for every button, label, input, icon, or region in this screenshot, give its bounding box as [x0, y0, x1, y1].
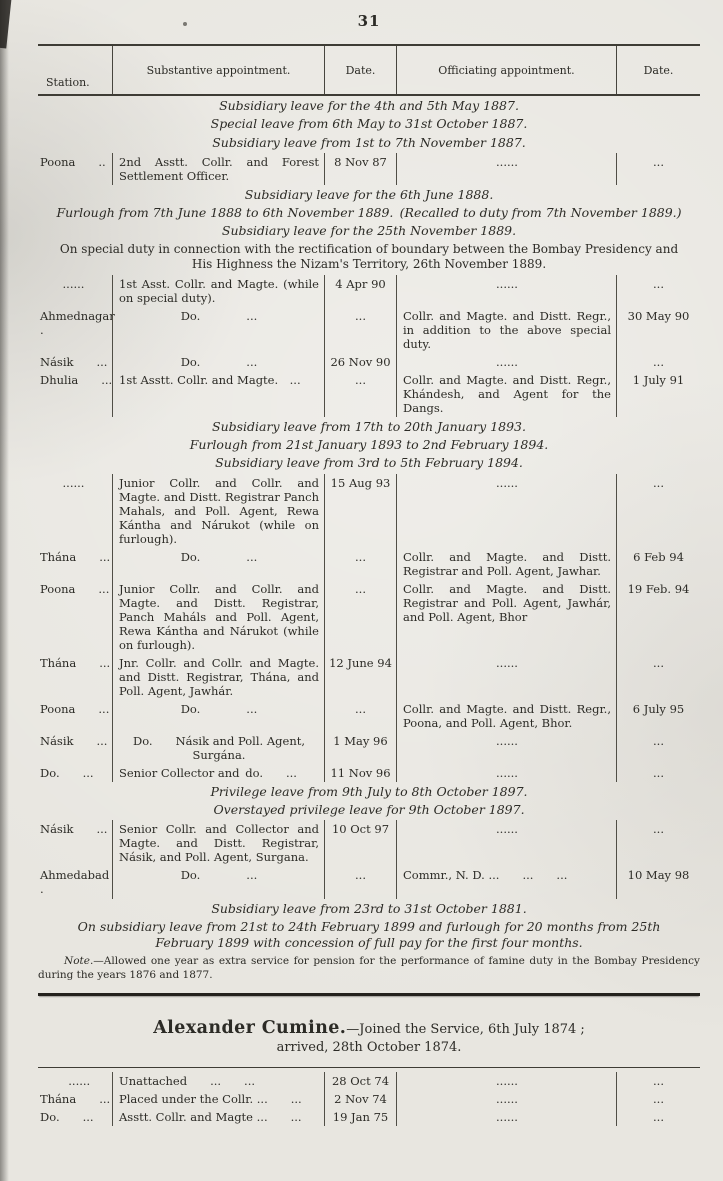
- station-cell: Násik ...: [40, 822, 108, 837]
- station-cell: Poona ...: [40, 701, 110, 716]
- officiating-cell: ......: [396, 1072, 616, 1090]
- officiating-cell: Collr. and Magte. and Distt. Registrar and Poll. Agent, Jawhár, and Poll. Agent, Bhor: [396, 580, 616, 654]
- officiating-date-cell: ...: [616, 764, 700, 782]
- station-cell: Násik ...: [40, 354, 108, 369]
- column-header-date: Date.: [324, 46, 396, 94]
- date-cell: ...: [324, 371, 396, 417]
- date-cell: ...: [324, 866, 396, 898]
- table-row: [38, 307, 700, 353]
- appointment-cell: 2nd Asstt. Collr. and Forest Settlement Officer.: [112, 153, 324, 185]
- officiating-cell: ......: [396, 275, 616, 307]
- officer-heading-line2: arrived, 28th October 1874.: [276, 1039, 462, 1055]
- appointment-cell: Do. ...: [112, 353, 324, 371]
- page-number: 31: [357, 12, 381, 30]
- officiating-date-cell: ...: [616, 1072, 700, 1090]
- service-note: Furlough from 21st January 1893 to 2nd February 1894.: [189, 437, 549, 453]
- table-row: [38, 820, 700, 866]
- table-header: [38, 44, 700, 96]
- station-cell: Do. ...: [40, 765, 94, 780]
- appointment-cell: Senior Collector and do. ...: [112, 764, 324, 782]
- service-note: Overstayed privilege leave for 9th October 1897.: [213, 802, 525, 818]
- table-row: [38, 700, 700, 732]
- table-row: [38, 1090, 700, 1108]
- officiating-date-cell: ...: [616, 820, 700, 866]
- officiating-date-cell: ...: [616, 275, 700, 307]
- table-row: [38, 371, 700, 417]
- date-cell: 26 Nov 90: [324, 353, 396, 371]
- appointment-cell: Junior Collr. and Collr. and Magte. and Distt. Registrar, Panch Maháls and Poll. Agent, Rewa Kántha and Nárukot (while on furlough).: [112, 580, 324, 654]
- service-note: Subsidiary leave for the 4th and 5th May 1887.: [219, 98, 519, 113]
- appointment-cell: Do. ...: [112, 307, 324, 353]
- officiating-date-cell: ...: [616, 153, 700, 185]
- station-cell: Dhulia ...: [40, 372, 113, 387]
- officiating-cell: ......: [396, 764, 616, 782]
- service-note: Subsidiary leave from 23rd to 31st October 1881.: [211, 900, 527, 916]
- scan-speck: [183, 22, 187, 26]
- date-cell: 12 June 94: [324, 654, 396, 700]
- date-cell: 4 Apr 90: [324, 275, 396, 307]
- officiating-date-cell: ...: [616, 654, 700, 700]
- officer-heading: [38, 1018, 700, 1038]
- officiating-cell: Collr. and Magte. and Distt. Regr., Poona, and Poll. Agent, Bhor.: [396, 700, 616, 732]
- appointment-cell: Do. ...: [112, 548, 324, 580]
- officiating-date-cell: 1 July 91: [616, 371, 700, 417]
- service-note: Special leave from 6th May to 31st October 1887.: [210, 116, 528, 132]
- table-row: [38, 654, 700, 700]
- station-cell: Thána ...: [40, 655, 111, 670]
- table-row: [38, 1108, 700, 1126]
- table-row: [38, 732, 700, 764]
- appointment-cell: Placed under the Collr. ... ...: [112, 1090, 324, 1108]
- table-row: [38, 580, 700, 654]
- footnote-text: —Allowed one year as extra service for pension for the performance of famine duty in the Bombay Presidency during the years 1876 and 1877.: [38, 955, 700, 981]
- date-cell: ...: [324, 307, 396, 353]
- table-row: [38, 275, 700, 307]
- table-row: [38, 548, 700, 580]
- appointment-cell: Unattached ... ...: [112, 1072, 324, 1090]
- station-cell: ......: [56, 1073, 91, 1088]
- officer-name: Alexander Cumine.: [153, 1017, 347, 1038]
- table-row: [38, 353, 700, 371]
- footnote: [38, 955, 700, 982]
- station-cell: ......: [62, 475, 85, 490]
- service-note: On subsidiary leave from 21st to 24th February 1899 and furlough for 20 months from 25th February 1899 with concession of full pay for the first four months.: [77, 918, 661, 950]
- table-body: [38, 98, 700, 951]
- service-note: Privilege leave from 9th July to 8th October 1897.: [210, 783, 528, 799]
- column-header-station: Station.: [46, 76, 90, 89]
- officiating-cell: Collr. and Magte. and Distt. Regr., in addition to the above special duty.: [396, 307, 616, 353]
- date-cell: 10 Oct 97: [324, 820, 396, 866]
- service-note: Subsidiary leave from 3rd to 5th February 1894.: [215, 455, 523, 471]
- appointment-cell: Asstt. Collr. and Magte ... ...: [112, 1108, 324, 1126]
- date-cell: 15 Aug 93: [324, 474, 396, 548]
- officiating-date-cell: 10 May 98: [616, 866, 700, 898]
- service-note: Subsidiary leave from 17th to 20th January 1893.: [212, 418, 526, 434]
- officiating-date-cell: 6 Feb 94: [616, 548, 700, 580]
- officiating-date-cell: 6 July 95: [616, 700, 700, 732]
- station-cell: Poona ..: [40, 154, 106, 169]
- date-cell: ...: [324, 580, 396, 654]
- station-cell: Thána ...: [40, 549, 111, 564]
- date-cell: 11 Nov 96: [324, 764, 396, 782]
- officiating-cell: Commr., N. D. ... ... ...: [396, 866, 616, 898]
- date-cell: 19 Jan 75: [324, 1108, 396, 1126]
- officiating-cell: ......: [396, 474, 616, 548]
- appointment-cell: Jnr. Collr. and Collr. and Magte. and Distt. Registrar, Thána, and Poll. Agent, Jawhár.: [112, 654, 324, 700]
- service-note: On special duty in connection with the rectification of boundary between the Bombay Presidency and His Highness the Nizam's Territory, 26th November 1889.: [59, 241, 679, 272]
- officiating-date-cell: ...: [616, 1108, 700, 1126]
- table-row: [38, 474, 700, 548]
- appointment-cell: Senior Collr. and Collector and Magte. and Distt. Registrar, Násik, and Poll. Agent, Surgana.: [112, 820, 324, 866]
- date-cell: 1 May 96: [324, 732, 396, 764]
- table-row: [38, 866, 700, 898]
- appointment-cell: Do. ...: [112, 866, 324, 898]
- column-header-officiating-appointment: Officiating appointment.: [396, 46, 616, 94]
- column-header-officiating-date: Date.: [616, 46, 700, 94]
- station-cell: ......: [62, 276, 85, 291]
- officiating-date-cell: ...: [616, 353, 700, 371]
- officiating-cell: Collr. and Magte. and Distt. Registrar and Poll. Agent, Jawhar.: [396, 548, 616, 580]
- appointment-cell: 1st Asst. Collr. and Magte. (while on special duty).: [112, 275, 324, 307]
- date-cell: ...: [324, 548, 396, 580]
- officiating-date-cell: ...: [616, 474, 700, 548]
- station-cell: Ahmedabad .: [40, 868, 113, 897]
- officiating-cell: ......: [396, 353, 616, 371]
- officiating-date-cell: 30 May 90: [616, 307, 700, 353]
- service-note: Furlough from 7th June 1888 to 6th November 1889. (Recalled to duty from 7th November 1889.): [56, 205, 682, 221]
- officiating-cell: ......: [396, 820, 616, 866]
- station-cell: Násik ...: [40, 733, 108, 748]
- officer-heading-rest: —Joined the Service, 6th July 1874 ;: [346, 1021, 585, 1037]
- officiating-cell: ......: [396, 732, 616, 764]
- officiating-cell: Collr. and Magte. and Distt. Regr., Khándesh, and Agent for the Dangs.: [396, 371, 616, 417]
- station-cell: Do. ...: [40, 1109, 94, 1124]
- officiating-date-cell: ...: [616, 732, 700, 764]
- table-row: [38, 153, 700, 185]
- officiating-cell: ......: [396, 654, 616, 700]
- station-cell: Thána ...: [40, 1091, 111, 1106]
- service-note: Subsidiary leave for the 25th November 1889.: [221, 223, 517, 239]
- officiating-cell: ......: [396, 1090, 616, 1108]
- table-body-section2: [38, 1067, 700, 1126]
- date-cell: ...: [324, 700, 396, 732]
- officiating-cell: ......: [396, 1108, 616, 1126]
- service-note: Subsidiary leave for the 6th June 1888.: [244, 186, 494, 202]
- section-divider-rule: [38, 993, 700, 996]
- column-header-substantive-appointment: Substantive appointment.: [112, 46, 324, 94]
- table-row: [38, 764, 700, 782]
- officiating-date-cell: ...: [616, 1090, 700, 1108]
- appointment-cell: Do. ...: [112, 700, 324, 732]
- appointment-cell: 1st Asstt. Collr. and Magte. ...: [112, 371, 324, 417]
- date-cell: 8 Nov 87: [324, 153, 396, 185]
- appointment-cell: Do. Násik and Poll. Agent, Surgána.: [112, 732, 324, 764]
- officiating-cell: ......: [396, 153, 616, 185]
- station-cell: Ahmednagar .: [40, 308, 119, 337]
- appointment-cell: Junior Collr. and Collr. and Magte. and Distt. Registrar Panch Mahals, and Poll. Agent, Rewa Kántha and Nárukot (while on furlough).: [112, 474, 324, 548]
- date-cell: 2 Nov 74: [324, 1090, 396, 1108]
- table-row: [38, 1072, 700, 1090]
- date-cell: 28 Oct 74: [324, 1072, 396, 1090]
- service-note: Subsidiary leave from 1st to 7th November 1887.: [212, 134, 526, 150]
- officiating-date-cell: 19 Feb. 94: [616, 580, 700, 654]
- footnote-label: Note.: [64, 955, 94, 968]
- station-cell: Poona ...: [40, 581, 110, 596]
